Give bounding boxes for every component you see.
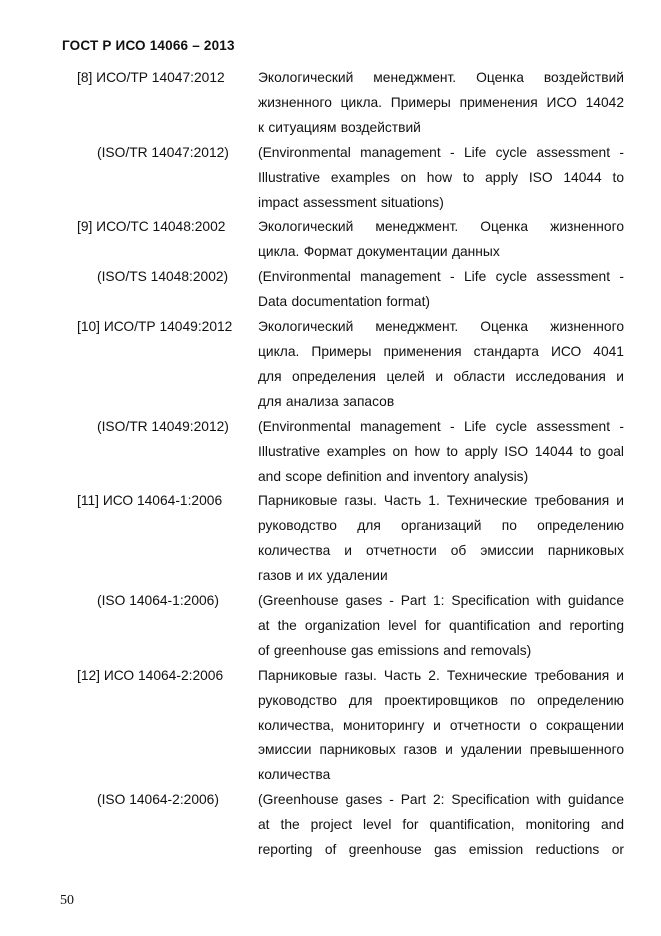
- reference-description: [258, 415, 624, 490]
- text-line: количества: [258, 767, 331, 783]
- reference-label: (ISO 14064-2:2006): [97, 792, 219, 808]
- reference-list: [0, 66, 661, 863]
- reference-entry-en: [0, 788, 661, 863]
- text-line: эмиссии парниковых газов и удалении превышенного: [258, 742, 624, 758]
- reference-entry-en: [0, 265, 661, 315]
- reference-description: [258, 489, 624, 589]
- text-line: Парниковые газы. Часть 2. Технические требования и: [258, 667, 624, 683]
- text-line: Illustrative examples on how to apply ISO 14044 to goal: [258, 443, 624, 459]
- reference-description: [258, 66, 624, 141]
- reference-description: [258, 265, 624, 315]
- reference-entry-en: [0, 141, 661, 216]
- reference-description: [258, 664, 624, 789]
- reference-description: [258, 788, 624, 863]
- text-line: Экологический менеджмент. Оценка жизненного: [258, 319, 624, 335]
- reference-label: [12] ИСО 14064-2:2006: [77, 667, 224, 683]
- page-number: 50: [60, 893, 74, 908]
- reference-description: [258, 589, 624, 664]
- reference-label: [8] ИСО/ТР 14047:2012: [77, 70, 225, 85]
- text-line: Illustrative examples on how to apply ISO 14044 to: [258, 169, 624, 185]
- text-line: Парниковые газы. Часть 1. Технические требования и: [258, 493, 624, 509]
- text-line: impact assessment situations): [258, 194, 444, 210]
- reference-label: (ISO/TS 14048:2002): [97, 269, 229, 285]
- reference-label: [10] ИСО/ТР 14049:2012: [77, 319, 233, 335]
- reference-description: [258, 215, 624, 265]
- reference-entry-ru: [0, 315, 661, 415]
- document-header: ГОСТ Р ИСО 14066 – 2013: [62, 38, 235, 53]
- reference-entry-ru: [0, 489, 661, 589]
- reference-entry-en: [0, 589, 661, 664]
- text-line: для анализа запасов: [258, 393, 395, 409]
- text-line: руководство для проектировщиков по определению: [258, 692, 624, 708]
- text-line: (Greenhouse gases - Part 2: Specification with guidance: [258, 792, 624, 808]
- text-line: Data documentation format): [258, 294, 431, 310]
- text-line: at the organization level for quantification and reporting: [258, 617, 624, 633]
- text-line: цикла. Примеры применения стандарта ИСО 4041: [258, 343, 624, 359]
- reference-entry-en: [0, 415, 661, 490]
- reference-label: (ISO 14064-1:2006): [97, 593, 219, 609]
- text-line: цикла. Формат документации данных: [258, 244, 500, 260]
- text-line: Экологический менеджмент. Оценка жизненного: [258, 219, 624, 235]
- reference-label: [11] ИСО 14064-1:2006: [77, 493, 223, 509]
- reference-description: [258, 141, 624, 216]
- reference-label: (ISO/TR 14049:2012): [97, 418, 229, 434]
- text-line: для определения целей и области исследования и: [258, 368, 624, 384]
- text-line: (Environmental management - Life cycle assessment -: [258, 418, 624, 434]
- text-line: (Environmental management - Life cycle assessment -: [258, 269, 624, 285]
- text-line: (Greenhouse gases - Part 1: Specification with guidance: [258, 593, 624, 609]
- text-line: Экологический менеджмент. Оценка воздействий: [258, 70, 624, 85]
- text-line: газов и их удалении: [258, 568, 388, 584]
- text-line: of greenhouse gas emissions and removals): [258, 642, 532, 658]
- text-line: количества и отчетности об эмиссии парниковых: [258, 543, 624, 559]
- text-line: reporting of greenhouse gas emission reductions or: [258, 842, 624, 858]
- reference-label: (ISO/TR 14047:2012): [97, 144, 229, 160]
- text-line: жизненного цикла. Примеры применения ИСО 14042: [258, 94, 624, 110]
- text-line: руководство для организаций по определению: [258, 518, 624, 534]
- text-line: and scope definition and inventory analysis): [258, 468, 529, 484]
- reference-entry-ru: [0, 664, 661, 789]
- text-line: количества, мониторингу и отчетности о сокращении: [258, 717, 624, 733]
- reference-label: [9] ИСО/ТС 14048:2002: [77, 219, 226, 235]
- reference-entry-ru: [0, 66, 661, 141]
- text-line: (Environmental management - Life cycle assessment -: [258, 144, 624, 160]
- reference-description: [258, 315, 624, 415]
- text-line: к ситуациям воздействий: [258, 119, 421, 135]
- text-line: at the project level for quantification, monitoring and: [258, 817, 624, 833]
- reference-entry-ru: [0, 215, 661, 265]
